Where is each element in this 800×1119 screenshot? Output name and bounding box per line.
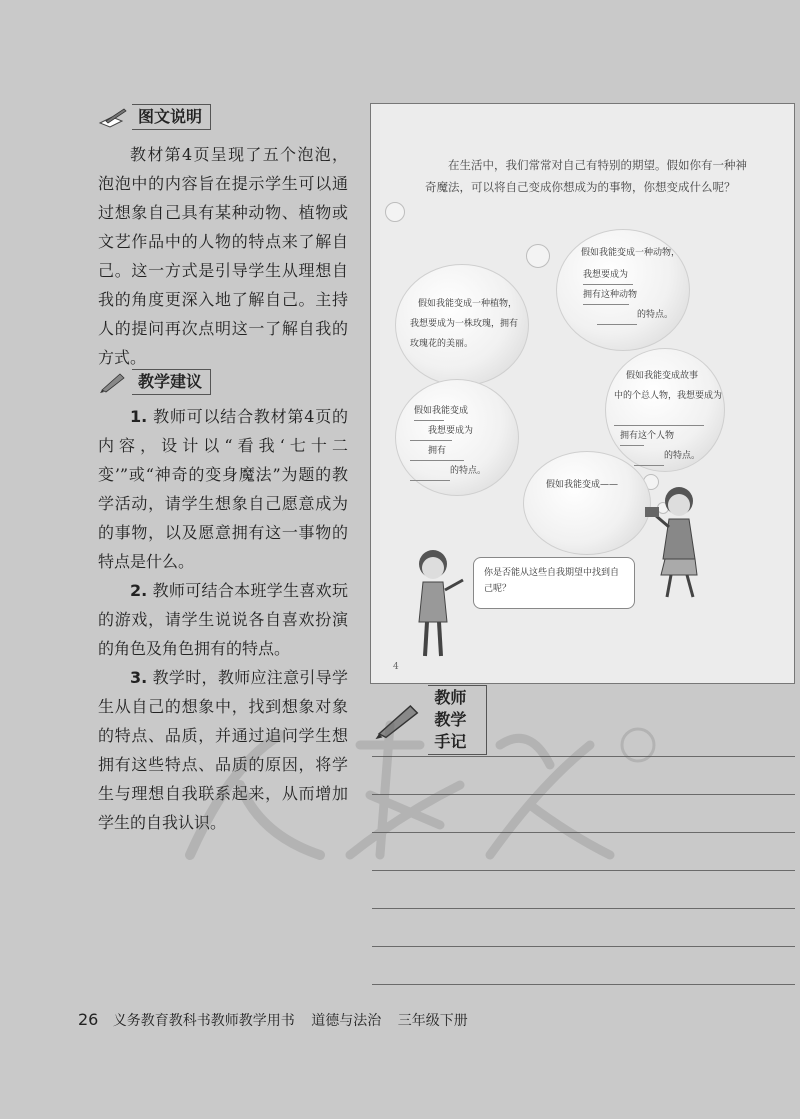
- page-number: 26: [78, 1010, 99, 1029]
- grade: 三年级下册: [397, 1013, 468, 1029]
- bubble-person: 假如我能变成 我想要成为 拥有 的特点。: [395, 379, 519, 496]
- section-header-explain: [98, 103, 211, 131]
- pen-icon: [98, 370, 128, 394]
- girl-illustration: [637, 479, 717, 604]
- section-title-suggest: 教学建议: [132, 369, 211, 395]
- book-title: 义务教育教科书教师教学用书: [112, 1013, 295, 1029]
- section-title-notes: 教师教学手记: [428, 685, 487, 755]
- note-line: [372, 908, 795, 909]
- page-footer: [78, 1010, 480, 1030]
- boy-illustration: [401, 544, 471, 664]
- note-line: [372, 946, 795, 947]
- section-header-suggest: [98, 368, 211, 396]
- suggestion-item: 2. 教师可结合本班学生喜欢玩的游戏，请学生说说各自喜欢扮演的角色及角色拥有的特点。: [98, 581, 348, 658]
- textbook-intro: 在生活中，我们常常对自己有特别的期望。假如你有一种神奇魔法，可以将自己变成你想成为的事物，你想变成什么呢？: [425, 158, 747, 194]
- pen-book-icon: [98, 105, 128, 129]
- textbook-page-number: 4: [393, 662, 399, 672]
- suggestion-item: 1. 教师可以结合教材第4页的内容，设计以“看我‘七十二变’”或“神奇的变身魔法”为题的教学活动，请学生想象自己愿意成为的事物，以及愿意拥有这一事物的特点是什么。: [98, 407, 348, 571]
- explain-text: 教材第4页呈现了五个泡泡，泡泡中的内容旨在提示学生可以通过想象自己具有某种动物、植物或文艺作品中的人物的特点来了解自己。这一方式是引导学生从理想自我的角度更深入地了解自己。主持人的提问再次点明这一了解自我的方式。: [98, 145, 348, 367]
- decor-bubble: [385, 202, 405, 222]
- decor-bubble: [526, 244, 550, 268]
- subject: 道德与法治: [311, 1013, 382, 1029]
- suggestion-item: 3. 教学时，教师应注意引导学生从自己的想象中，找到想象对象的特点、品质，并通过追问学生想拥有这些特点、品质的原因，将学生与理想自我联系起来，从而增加学生的自我认识。: [98, 668, 348, 832]
- textbook-page-preview: [370, 103, 795, 684]
- publisher-watermark-logo: [170, 705, 670, 875]
- bubble-animal: 假如我能变成一种动物， 我想要成为 拥有这种动物 的特点。: [556, 229, 690, 351]
- explain-paragraph: [98, 140, 348, 372]
- bubble-plant: 假如我能变成一种植物， 我想要成为一株玫瑰，拥有 玫瑰花的美丽。: [395, 264, 529, 386]
- bubble-story: 假如我能变成故事 中的个总人物，我想要成为 拥有这个人物 的特点。: [605, 348, 725, 472]
- note-line: [372, 984, 795, 985]
- speech-bubble: 你是否能从这些自我期望中找到自己呢？: [473, 557, 635, 609]
- section-title-explain: 图文说明: [132, 104, 211, 130]
- bubble-free: 假如我能变成——: [523, 451, 651, 555]
